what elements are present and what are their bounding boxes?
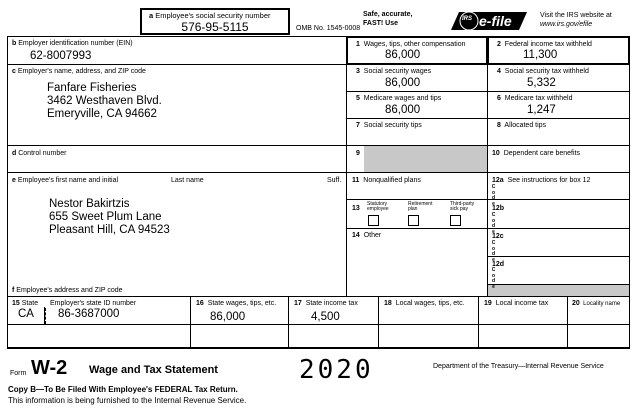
box-12a-code-letters bbox=[491, 185, 496, 207]
box-e-label bbox=[12, 177, 118, 185]
code-letter-d: d bbox=[491, 278, 496, 284]
efile-logo-irs: IRS bbox=[462, 16, 473, 22]
box-20-label bbox=[572, 300, 620, 308]
code-letter-e: e bbox=[492, 283, 495, 290]
code-letter-d: d bbox=[491, 223, 496, 229]
state-id-label: Employer's state ID number bbox=[50, 300, 137, 307]
box-2-label-text: Federal income tax withheld bbox=[504, 41, 592, 48]
ssn-label-text: Employee's social security number bbox=[155, 11, 271, 20]
form-title: Wage and Tax Statement bbox=[89, 364, 218, 376]
box-16-num: 16 bbox=[196, 300, 204, 307]
box-19-label bbox=[484, 300, 548, 308]
box-9-shade bbox=[364, 146, 487, 172]
box-1-label bbox=[356, 41, 465, 49]
box-2-label bbox=[497, 41, 592, 49]
box-20-num: 20 bbox=[572, 300, 580, 307]
box-b-letter: b bbox=[12, 40, 17, 47]
box-12d-code-letters bbox=[491, 268, 496, 290]
code-letter-e: e bbox=[492, 228, 495, 235]
safe-accurate-text bbox=[363, 10, 412, 28]
box-12b-code-letters bbox=[491, 213, 496, 235]
box-5-label bbox=[356, 95, 441, 103]
retirement-plan-label bbox=[408, 202, 432, 212]
code-letter-o: o bbox=[491, 245, 496, 252]
box-5-label-text: Medicare wages and tips bbox=[363, 95, 442, 102]
box-c-label-text: Employer's name, address, and ZIP code bbox=[17, 68, 146, 75]
code-letter-c: C bbox=[491, 240, 496, 246]
box-7-num: 7 bbox=[356, 122, 360, 129]
employer-name: Fanfare Fisheries bbox=[47, 82, 137, 94]
box-11-label-text: Nonqualified plans bbox=[363, 177, 421, 184]
box-4-num: 4 bbox=[497, 68, 501, 75]
treasury-dept: Department of the Treasury—Internal Revenue Service bbox=[433, 363, 604, 370]
line-12b-12c bbox=[487, 228, 630, 229]
copy-b-line: Copy B—To Be Filed With Employee's FEDERAL Tax Return. bbox=[8, 385, 238, 394]
employee-city: Pleasant Hill, CA 94523 bbox=[49, 224, 170, 236]
employee-name: Nestor Bakirtzis bbox=[49, 198, 130, 210]
retirement-plan-checkbox[interactable] bbox=[408, 215, 419, 226]
line-row-5-7 bbox=[346, 118, 630, 119]
line-b-c bbox=[7, 64, 346, 65]
irs-website-line-2: www.irs.gov/efile bbox=[540, 21, 593, 28]
box-9-num: 9 bbox=[356, 150, 360, 157]
box-6-label bbox=[497, 95, 573, 103]
statutory-employee-label bbox=[367, 202, 389, 212]
employer-ein: 62-8007993 bbox=[30, 50, 92, 62]
box-11-num: 11 bbox=[352, 177, 360, 184]
state-id-dashed-divider bbox=[45, 308, 46, 324]
box-c-label bbox=[12, 68, 146, 76]
state-code: CA bbox=[18, 308, 34, 320]
box-16-value: 86,000 bbox=[210, 311, 246, 323]
state-divider-4 bbox=[378, 296, 379, 347]
box-12d-num: 12d bbox=[492, 261, 505, 268]
code-letter-o: o bbox=[491, 272, 496, 279]
box-d-label bbox=[12, 150, 66, 158]
box-18-num: 18 bbox=[384, 300, 392, 307]
box-3-num: 3 bbox=[356, 68, 360, 75]
line-state-row-mid bbox=[7, 324, 630, 325]
box-e-label-text: Employee's first name and initial bbox=[17, 177, 119, 184]
box-17-label-text: State income tax bbox=[305, 300, 358, 307]
line-c-d bbox=[7, 145, 346, 146]
box-4-value: 5,332 bbox=[527, 77, 556, 89]
line-row-13-14 bbox=[346, 228, 487, 229]
state-divider-2 bbox=[190, 296, 191, 347]
box-12a-label-text: See instructions for box 12 bbox=[507, 177, 591, 184]
line-12c-12d bbox=[487, 256, 630, 257]
box-6-num: 6 bbox=[497, 95, 501, 102]
box-10-label-text: Dependent care benefits bbox=[503, 150, 580, 157]
line-row-3-5 bbox=[346, 91, 630, 92]
box-11-label bbox=[352, 177, 421, 185]
box-7-label bbox=[356, 122, 422, 130]
box-7-label-text: Social security tips bbox=[363, 122, 422, 129]
box-15-label bbox=[12, 300, 38, 308]
code-letter-o: o bbox=[491, 189, 496, 196]
box-e-suffix-label: Suff. bbox=[327, 177, 342, 184]
box-d-label-text: Control number bbox=[18, 150, 67, 157]
ssn-letter: a bbox=[149, 11, 154, 20]
box-12-bottom-shade bbox=[488, 285, 629, 296]
info-line: This information is being furnished to the Internal Revenue Service. bbox=[8, 396, 247, 405]
box-5-num: 5 bbox=[356, 95, 360, 102]
box-3-label bbox=[356, 68, 431, 76]
box-2-num: 2 bbox=[497, 41, 501, 48]
box-b-label bbox=[12, 40, 133, 48]
irs-website-text bbox=[540, 11, 612, 29]
irs-website-line-1: Visit the IRS website at bbox=[540, 12, 612, 19]
box-18-label bbox=[384, 300, 465, 308]
state-divider-3 bbox=[288, 296, 289, 347]
box-c-letter: c bbox=[12, 68, 16, 75]
line-12a-12b bbox=[487, 199, 630, 200]
tax-year: 2020 bbox=[299, 355, 374, 385]
ssn-label bbox=[149, 12, 271, 20]
ssn-value: 576-95-5115 bbox=[181, 20, 249, 34]
sick-pay-label bbox=[450, 202, 474, 212]
retirement-line-1: Retirement bbox=[408, 201, 433, 207]
form-right-border bbox=[629, 36, 630, 348]
box-f-label-text: Employee's address and ZIP code bbox=[16, 287, 123, 294]
statutory-employee-checkbox[interactable] bbox=[368, 215, 379, 226]
box-f-letter: f bbox=[12, 287, 15, 294]
box-19-num: 19 bbox=[484, 300, 492, 307]
box-12c-num: 12c bbox=[492, 233, 504, 240]
box-10-num: 10 bbox=[492, 150, 500, 157]
mid-divider bbox=[487, 36, 488, 296]
box-4-label-text: Social security tax withheld bbox=[504, 68, 589, 75]
box-14-label-text: Other bbox=[363, 232, 382, 239]
employee-street: 655 Sweet Plum Lane bbox=[49, 211, 162, 223]
box-b-label-text: Employer identification number (EIN) bbox=[18, 40, 133, 47]
efile-logo bbox=[449, 10, 529, 32]
employer-street: 3462 Westhaven Blvd. bbox=[47, 95, 162, 107]
form-word: Form bbox=[10, 370, 27, 377]
statutory-line-2: employee bbox=[367, 206, 389, 212]
box-14-label bbox=[352, 232, 381, 240]
box-5-value: 86,000 bbox=[385, 104, 421, 116]
box-e-letter: e bbox=[12, 177, 16, 184]
box-1-value: 86,000 bbox=[385, 49, 421, 61]
line-row-11-13 bbox=[346, 199, 487, 200]
box-3-value: 86,000 bbox=[385, 77, 421, 89]
box-16-label-text: State wages, tips, etc. bbox=[207, 300, 277, 307]
form-name: W-2 bbox=[31, 357, 68, 379]
code-letter-c: C bbox=[491, 267, 496, 273]
state-divider-6 bbox=[567, 296, 568, 347]
safe-line-2: FAST! Use bbox=[363, 20, 399, 27]
code-letter-d: d bbox=[491, 195, 496, 201]
statutory-line-1: Statutory bbox=[367, 201, 388, 207]
line-d-e bbox=[7, 172, 346, 173]
box-f-label bbox=[12, 287, 123, 295]
box-18-label-text: Local wages, tips, etc. bbox=[395, 300, 465, 307]
efile-logo-text: e-file bbox=[479, 13, 512, 29]
sickpay-line-1: Third-party bbox=[450, 201, 475, 207]
box-8-label bbox=[497, 122, 546, 130]
employer-city: Emeryville, CA 94662 bbox=[47, 108, 157, 120]
code-letter-d: d bbox=[491, 251, 496, 257]
box-16-label bbox=[196, 300, 276, 308]
box-12a-num: 12a bbox=[492, 177, 504, 184]
line-state-row-top bbox=[7, 296, 630, 297]
code-letter-o: o bbox=[491, 217, 496, 224]
box-1-num: 1 bbox=[356, 41, 360, 48]
retirement-line-2: plan bbox=[408, 206, 418, 212]
box-2-value: 11,300 bbox=[523, 49, 558, 61]
box-10-label bbox=[492, 150, 580, 158]
box-3-label-text: Social security wages bbox=[363, 68, 432, 75]
line-row-9-11 bbox=[346, 172, 630, 173]
box-6-value: 1,247 bbox=[527, 104, 556, 116]
box-13-num: 13 bbox=[352, 205, 360, 212]
box-8-num: 8 bbox=[497, 122, 501, 129]
left-right-divider bbox=[346, 36, 347, 296]
box-17-value: 4,500 bbox=[311, 311, 340, 323]
box-6-label-text: Medicare tax withheld bbox=[504, 95, 573, 102]
box-4-label bbox=[497, 68, 589, 76]
box-12a-label bbox=[492, 177, 590, 185]
code-letter-e: e bbox=[492, 200, 495, 207]
box-14-num: 14 bbox=[352, 232, 360, 239]
box-20-label-text: Locality name bbox=[583, 301, 621, 307]
sick-pay-checkbox[interactable] bbox=[450, 215, 461, 226]
form-left-border bbox=[7, 36, 8, 348]
sickpay-line-2: sick pay bbox=[450, 206, 469, 212]
code-letter-c: C bbox=[491, 184, 496, 190]
form-bottom-border bbox=[7, 347, 630, 349]
box-8-label-text: Allocated tips bbox=[504, 122, 547, 129]
box-15-label-text: State bbox=[21, 300, 39, 307]
state-divider-5 bbox=[478, 296, 479, 347]
box-17-label bbox=[294, 300, 358, 308]
state-id-number: 86-3687000 bbox=[58, 308, 120, 320]
omb-number: OMB No. 1545-0008 bbox=[296, 25, 361, 32]
box-d-letter: d bbox=[12, 150, 17, 157]
box-12c-code-letters bbox=[491, 241, 496, 263]
code-letter-e: e bbox=[492, 256, 495, 263]
box-19-label-text: Local income tax bbox=[495, 300, 549, 307]
box-15-num: 15 bbox=[12, 300, 20, 307]
box-1-label-text: Wages, tips, other compensation bbox=[363, 41, 466, 48]
code-letter-c: C bbox=[491, 212, 496, 218]
safe-line-1: Safe, accurate, bbox=[363, 11, 413, 18]
box-17-num: 17 bbox=[294, 300, 302, 307]
box-12b-num: 12b bbox=[492, 205, 505, 212]
box-e-last-name-label: Last name bbox=[171, 177, 204, 184]
